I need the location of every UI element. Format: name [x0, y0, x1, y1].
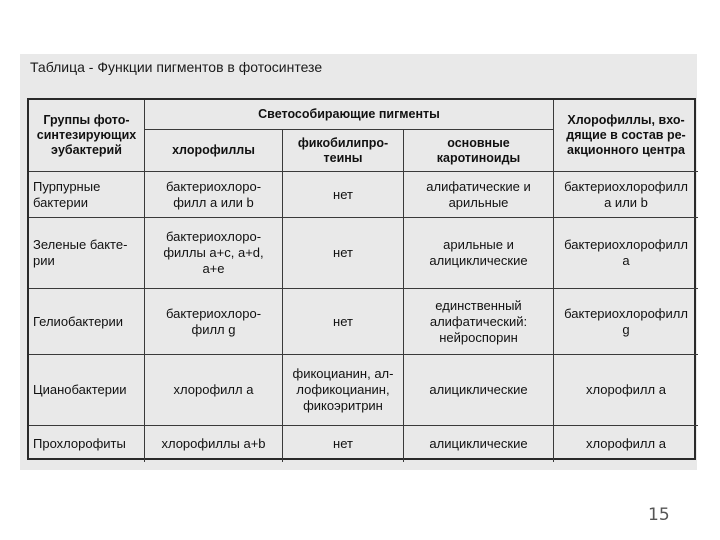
table-cell-chlorophylls: бактериохлоро- филл a или b	[145, 172, 283, 218]
table-cell-reaction-center: бактериохлорофилл g	[554, 289, 698, 355]
table-cell-group: Гелиобактерии	[29, 289, 145, 355]
header-phycobiliproteins: фикобилипро- теины	[283, 130, 404, 172]
table-cell-chlorophylls: бактериохлоро- филлы a+c, a+d, a+e	[145, 218, 283, 289]
page-number: 15	[648, 505, 670, 525]
table-cell-phycobiliproteins: нет	[283, 218, 404, 289]
table-cell-reaction-center: хлорофилл a	[586, 436, 666, 451]
table-cell-group: Прохлорофиты	[29, 426, 145, 462]
table-cell-group: Цианобактерии	[29, 355, 145, 426]
header-light-harvesting: Светособирающие пигменты	[145, 100, 554, 130]
table-cell-carotenoids: алициклические	[404, 355, 554, 426]
table-cell-carotenoids: единственный алифатический: нейроспорин	[404, 289, 554, 355]
table-cell-carotenoids: алициклические	[404, 426, 554, 462]
table-scan-image	[20, 54, 697, 470]
table-cell-phycobiliproteins: фикоцианин, ал- лофикоцианин, фикоэритрин	[283, 355, 404, 426]
header-chlorophylls: хлорофиллы	[145, 130, 283, 172]
table-cell-group: Пурпурные бактерии	[29, 172, 145, 218]
table-cell-phycobiliproteins: нет	[283, 289, 404, 355]
table-cell-reaction-center: бактериохлорофилл a	[554, 218, 698, 289]
table-cell-chlorophylls: бактериохлоро- филл g	[145, 289, 283, 355]
table-cell-reaction-center: бактериохлорофилл a или b	[554, 172, 698, 218]
table-cell-carotenoids: алифатические и арильные	[404, 172, 554, 218]
header-carotenoids: основные каротиноиды	[404, 130, 554, 172]
header-reaction-center: Хлорофиллы, вхо- дящие в состав ре- акционного центра	[554, 100, 698, 172]
header-groups: Группы фото- синтезирующих эубактерий	[29, 100, 145, 172]
table-cell-carotenoids: арильные и алициклические	[404, 218, 554, 289]
table-cell-reaction-center: хлорофилл a	[554, 355, 698, 426]
table-cell-chlorophylls: хлорофилл a	[145, 355, 283, 426]
table-cell-group: Зеленые бакте- рии	[29, 218, 145, 289]
table-cell-phycobiliproteins: нет	[283, 172, 404, 218]
table-cell-chlorophylls: хлорофиллы a+b	[145, 426, 283, 462]
table-title: Таблица - Функции пигментов в фотосинтезе	[30, 59, 323, 75]
pigments-table	[27, 98, 696, 460]
table-cell-phycobiliproteins: нет	[283, 426, 404, 462]
